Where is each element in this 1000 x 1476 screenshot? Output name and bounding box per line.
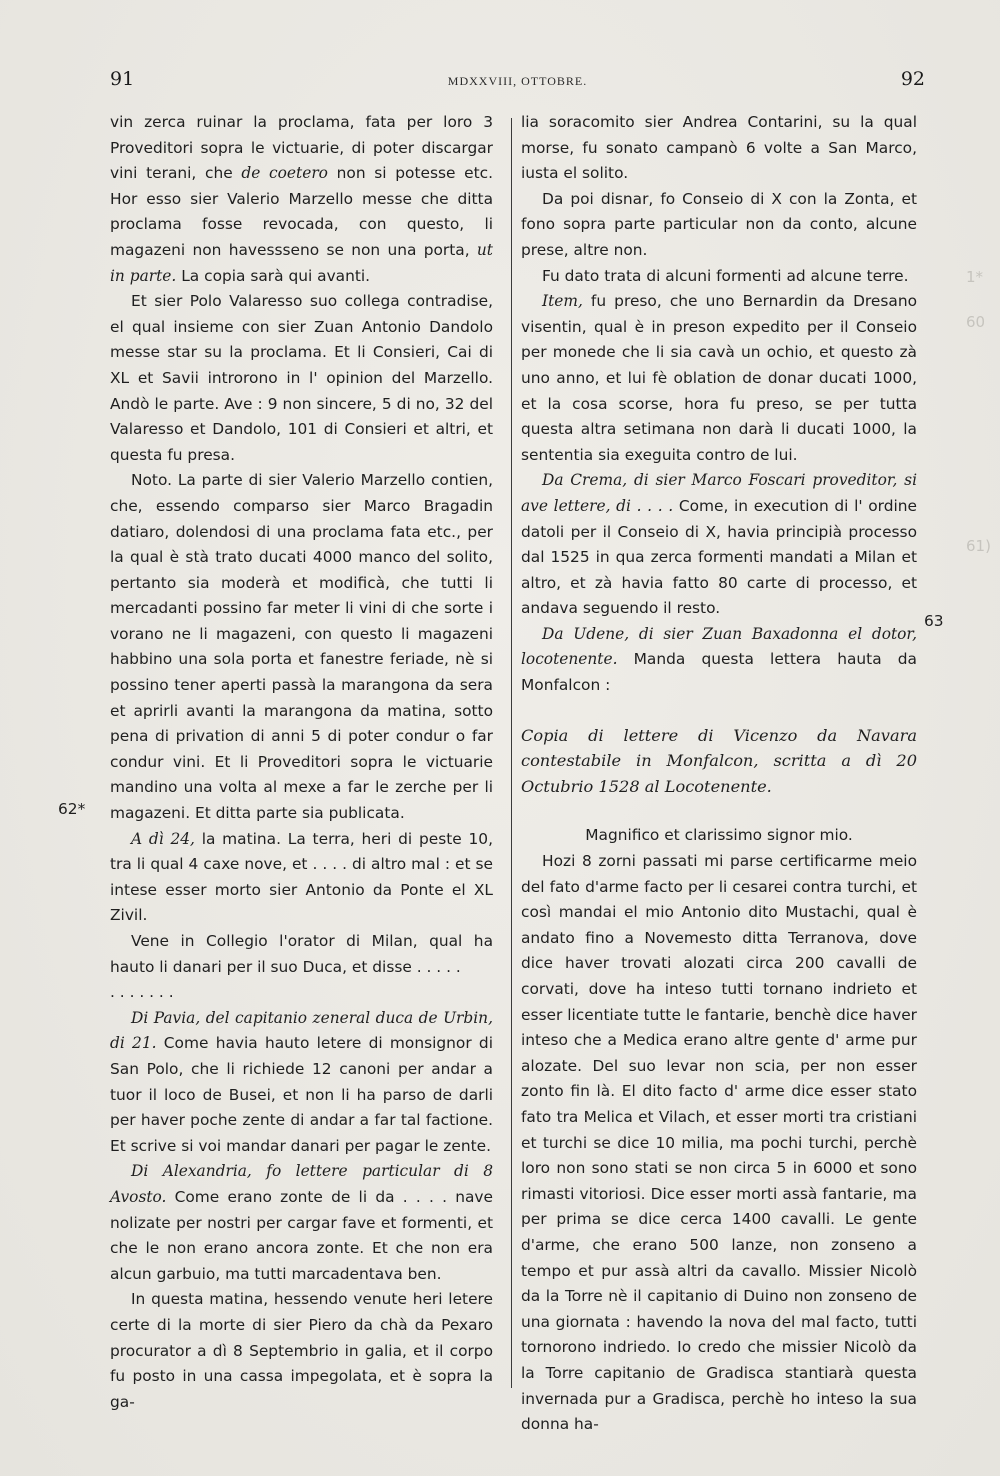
margin-note-left: 62*	[58, 800, 86, 818]
letter-salutation: Magnifico et clarissimo signor mio.	[585, 826, 853, 845]
paragraph: vin zerca ruinar la proclama, fata per loro 3 Proveditori sopra le victuarie, di poter discargar vini terani, che de coetero non si potesse etc. Hor esso sier Valerio Marzello messe che ditta proclama fosse revocada, con questo, li magazeni non havessseno se non una porta, ut in parte. La copia sarà qui avanti.	[110, 113, 494, 285]
paragraph: Et sier Polo Valaresso suo collega contradise, el qual insieme con sier Zuan Antonio Dandolo messe star su la proclama. Et li Consieri, Cai di XL et Savii introrono in l' opinion del Marzello. Andò le parte. Ave : 9 non sincere, 5 di no, 32 del Valaresso et Dandolo, 101 di Consieri et altri, et questa fu presa.	[110, 292, 493, 464]
column-divider	[511, 118, 512, 1388]
ellipsis-line: . . . . . . .	[110, 983, 174, 1002]
paragraph: Vene in Collegio l'orator di Milan, qual ha hauto li danari per il suo Duca, et disse . . . . .	[110, 932, 493, 976]
bleed-through-mark: 60	[966, 313, 986, 331]
right-column	[521, 110, 917, 1438]
paragraph: Hozi 8 zorni passati mi parse certificarme meio del fato d'arme facto per li cesarei contra turchi, et così mandai el mio Antonio dito Mustachi, qual è andato fino a Novemesto ditta Terranova, dove dice haver trovati alozati circa 200 cavalli de corvati, dove ha inteso tutti tornano indrieto et esser licentiate tutte le fantarie, benchè dice haver inteso che a Medica erano altre gente d' arme pur alozate. Del suo levar non scia, per non esser zonto fin là. El dito facto d' arme dice esser stato fato tra Melica et Vilach, et esser morti tra cristiani et turchi se dice 10 milia, ma pochi turchi, perchè loro non sono stati se non circa 5 in 6000 et sono rimasti vitoriosi. Dice esser morti assà fantarie, ma per prima se dice cerca 1400 cavalli. Le gente d'arme, che erano 500 lanze, non zonseno a tempo et pur assà altri da cavallo. Missier Nicolò da la Torre nè il capitanio di Duino non zonseno de una giornata : havendo la nova del mal facto, tutti tornorono indriedo. Io credo che missier Nicolò da la Torre capitanio de Gradisca stantiarà questa invernada pur a Gradisca, perchè ho inteso la sua donna ha-	[521, 852, 917, 1434]
paragraph: lia soracomito sier Andrea Contarini, su la qual morse, fu sonato campanò 6 volte a San Marco, iusta el solito.	[521, 113, 917, 183]
page-number-right: 92	[900, 68, 925, 90]
bleed-through-mark: 61)	[966, 537, 991, 555]
paragraph: Da Crema, di sier Marco Foscari proveditor, si ave lettere, di . . . . Come, in execution di l' ordine datoli per il Conseio di X, havia principià processo dal 1525 in qua zerca formenti mandati a Milan et altro, et zà havia fatto 80 carte di processo, et andava seguendo il resto.	[521, 471, 917, 618]
page-header	[110, 68, 925, 98]
paragraph: Da Udene, di sier Zuan Baxadonna el dotor, locotenente. Manda questa lettera hauta da Monfalcon :	[521, 624, 917, 695]
margin-note-right: 63	[924, 612, 944, 630]
paragraph: Fu dato trata di alcuni formenti ad alcune terre.	[542, 266, 909, 285]
paragraph: Di Alexandria, fo lettere particular di 8 Avosto. Come erano zonte de li da . . . . nave nolizate per nostri per cargar fave et formenti, et che le non erano ancora zonte. Et che non era alcun garbuio, ma tutti marcadentava ben.	[110, 1162, 493, 1283]
paragraph: Noto. La parte di sier Valerio Marzello contien, che, essendo comparso sier Marco Bragadin datiaro, dolendosi di una proclama fata etc., per la qual è stà trato ducati 4000 manco del solito, pertanto sia moderà et modificà, che tutti li mercadanti possino far meter li vini di che sorte i vorano ne li magazeni, con questo li magazeni habbino una sola porta et fanestre feriade, nè si possino tener aperti passà la marangona da sera et aprirli avanti la marangona da matina, sotto pena di privation di anni 5 di poter condur o far condur vini. Et li Proveditori sopra le victuarie mandino una volta al mexe a far le zerche per li magazeni. Et ditta parte sia publicata.	[110, 471, 493, 823]
paragraph: Item, fu preso, che uno Bernardin da Dresano visentin, qual è in preson expedito per il Conseio per monede che li sia cavà un ochio, et questo zà uno anno, et lui fè oblation de donar ducati 1000, et la cosa scorse, hora fu preso, se per tutta questa altra setimana non darà li ducati 1000, la sententia sia exeguita contro de lui.	[521, 292, 917, 464]
bleed-through-mark: 1*	[966, 268, 984, 286]
paragraph: In questa matina, hessendo venute heri letere certe di la morte di sier Piero da chà da Pexaro procurator a dì 8 Septembrio in galia, et il corpo fu posto in una cassa impegolata, et è sopra la ga-	[110, 1290, 493, 1411]
page-number-left: 91	[110, 68, 135, 90]
letter-heading: Copia di lettere di Vicenzo da Navara contestabile in Monfalcon, scritta a dì 20 Octubrio 1528 al Locotenente.	[521, 725, 917, 796]
paragraph: Da poi disnar, fo Conseio di X con la Zonta, et fono sopra parte particular non da conto, alcune prese, altre non.	[521, 189, 917, 259]
paragraph: A dì 24, la matina. La terra, heri di peste 10, tra li qual 4 caxe nove, et . . . . di altro mal : et se intese esser morto sier Antonio da Ponte el XL Zivil.	[110, 829, 493, 925]
left-column	[110, 110, 493, 1415]
paragraph: Di Pavia, del capitanio zeneral duca de Urbin, di 21. Come havia hauto letere di monsignor di San Polo, che li richiede 12 canoni per andar a tuor il loco de Busei, et non li ha parso de darli per haver poche zente di andar a far tal factione. Et scrive si voi mandar danari per pagar le zente.	[110, 1008, 493, 1155]
running-title: MDXXVIII, OTTOBRE.	[447, 74, 588, 88]
